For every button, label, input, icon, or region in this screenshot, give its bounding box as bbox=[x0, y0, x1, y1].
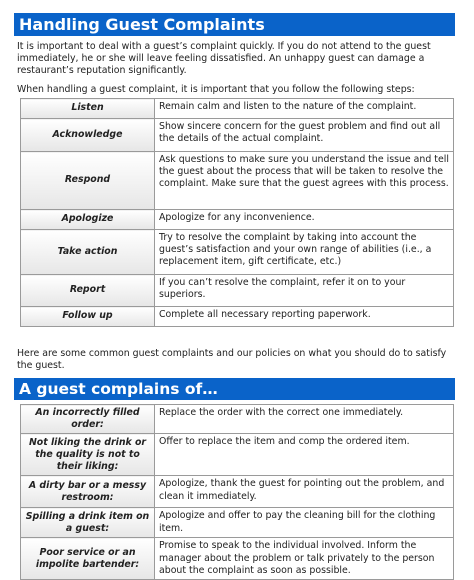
complaint-label: A dirty bar or a messy restroom: bbox=[21, 476, 155, 508]
complaint-label: Spilling a drink item on a guest: bbox=[21, 508, 155, 538]
complaint-label: Poor service or an impolite bartender: bbox=[21, 538, 155, 580]
section-title-guest-complains: A guest complains of… bbox=[14, 378, 455, 400]
step-description: Remain calm and listen to the nature of the complaint. bbox=[155, 99, 454, 119]
table-row bbox=[21, 405, 454, 434]
step-label-take-action: Take action bbox=[21, 230, 155, 275]
step-label-apologize: Apologize bbox=[21, 210, 155, 230]
complaints-table bbox=[20, 404, 454, 580]
table-row bbox=[21, 275, 454, 307]
section-title-handling-complaints: Handling Guest Complaints bbox=[14, 13, 455, 36]
steps-table bbox=[20, 98, 454, 327]
step-description: Try to resolve the complaint by taking into account the guest’s satisfaction and your own range of abilities (i.e., a replacement item, gift certificate, etc.) bbox=[155, 230, 454, 275]
complaint-response: Replace the order with the correct one immediately. bbox=[155, 405, 454, 434]
table-row bbox=[21, 538, 454, 580]
table-row bbox=[21, 230, 454, 275]
step-label-respond: Respond bbox=[21, 152, 155, 210]
step-label-listen: Listen bbox=[21, 99, 155, 119]
complaint-label: An incorrectly filled order: bbox=[21, 405, 155, 434]
step-description: If you can’t resolve the complaint, refer it on to your superiors. bbox=[155, 275, 454, 307]
table-row bbox=[21, 152, 454, 210]
step-description: Apologize for any inconvenience. bbox=[155, 210, 454, 230]
table-row bbox=[21, 434, 454, 476]
complaint-response: Apologize and offer to pay the cleaning bill for the clothing item. bbox=[155, 508, 454, 538]
step-description: Complete all necessary reporting paperwork. bbox=[155, 307, 454, 327]
complaint-label: Not liking the drink or the quality is not to their liking: bbox=[21, 434, 155, 476]
intro-paragraph: It is important to deal with a guest’s complaint quickly. If you do not attend to the guest immediately, he or she will leave feeling dissatisfied. An unhappy guest can damage a restaurant’s reputation significantly. bbox=[17, 41, 431, 77]
step-description: Show sincere concern for the guest problem and find out all the details of the actual complaint. bbox=[155, 119, 454, 152]
step-label-report: Report bbox=[21, 275, 155, 307]
steps-lead-paragraph: When handling a guest complaint, it is important that you follow the following steps: bbox=[17, 84, 415, 95]
complaint-response: Apologize, thank the guest for pointing out the problem, and clean it immediately. bbox=[155, 476, 454, 508]
table-row bbox=[21, 99, 454, 119]
complaint-response: Offer to replace the item and comp the ordered item. bbox=[155, 434, 454, 476]
table-row bbox=[21, 508, 454, 538]
complaint-response: Promise to speak to the individual involved. Inform the manager about the problem or talk privately to the person about the complaint as soon as possible. bbox=[155, 538, 454, 580]
step-label-acknowledge: Acknowledge bbox=[21, 119, 155, 152]
table-row bbox=[21, 210, 454, 230]
table-row bbox=[21, 119, 454, 152]
step-description: Ask questions to make sure you understand the issue and tell the guest about the process that will be taken to resolve the complaint. Make sure that the guest agrees with this process. bbox=[155, 152, 454, 210]
table-row bbox=[21, 476, 454, 508]
outro-paragraph: Here are some common guest complaints and our policies on what you should do to satisfy the guest. bbox=[17, 348, 447, 372]
table-row bbox=[21, 307, 454, 327]
step-label-follow-up: Follow up bbox=[21, 307, 155, 327]
